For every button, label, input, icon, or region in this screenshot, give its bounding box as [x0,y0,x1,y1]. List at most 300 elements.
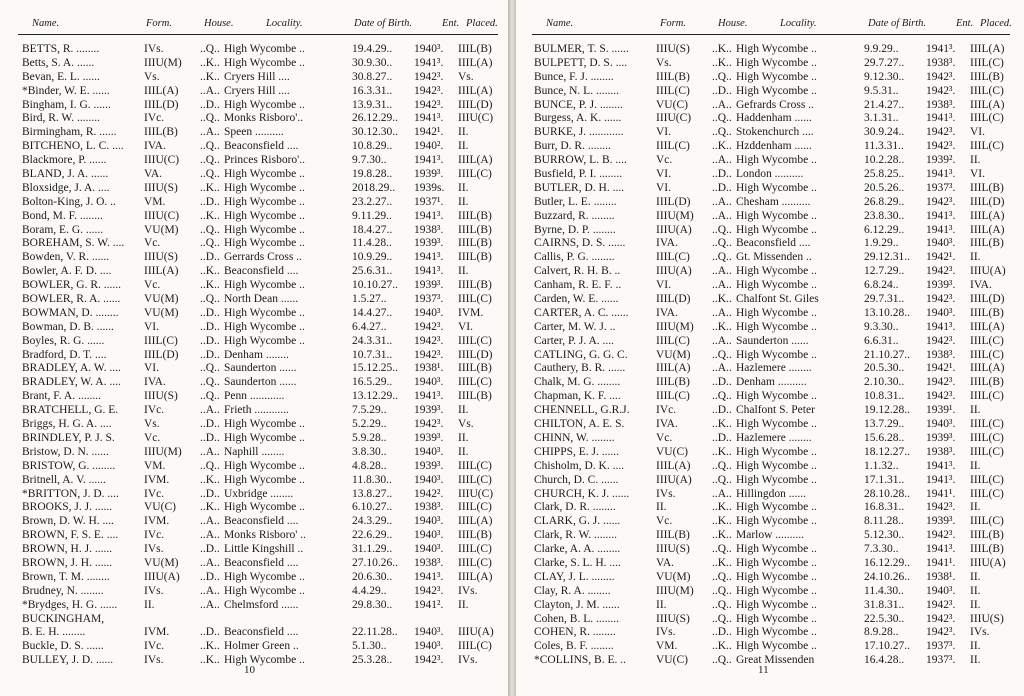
entry-locality: Beaconsfield .... [224,140,299,153]
entry-ent: 1940³. [414,473,444,486]
entry-house: ..A.. [200,584,220,597]
list-item [22,543,502,557]
entry-form: IVc. [144,112,165,125]
entry-house: ..Q.. [712,612,732,625]
entry-house: ..D.. [200,418,220,431]
entry-locality: High Wycombe .. [224,473,305,486]
list-item [534,460,1014,474]
entry-placed: IIIU(A) [970,265,1006,278]
entry-house: ..A.. [712,154,732,167]
entry-name: Bevan, E. L. ...... [22,70,100,83]
entry-ent: 1940³. [414,640,444,653]
entry-ent: 1942³. [926,70,956,83]
entry-house: ..Q.. [200,237,220,250]
entry-ent: 1941³. [926,209,956,222]
entry-house: ..Q.. [712,348,732,361]
entry-house: ..D.. [200,195,220,208]
entry-placed: IIIL(B) [970,237,1004,250]
list-item [534,279,1014,293]
entry-name: BRISTOW, G. ........ [22,459,116,472]
entry-form: IIIU(S) [144,181,178,194]
entry-form: VU(M) [144,223,179,236]
entry-dob: 4.4.29.. [352,584,387,597]
entry-dob: 25.6.31.. [352,265,393,278]
entry-name: BOREHAM, S. W. .... [22,237,125,250]
entry-house: ..K.. [200,70,220,83]
entry-locality: High Wycombe .. [736,612,817,625]
entry-ent: 1942³. [414,70,444,83]
entry-form: VI. [144,320,160,333]
entry-name: BETTS, R. ........ [22,43,100,55]
list-item [22,529,502,543]
entry-house: ..Q.. [200,154,220,167]
list-item [22,112,502,126]
entry-ent: 1942³. [926,598,956,611]
entry-house: ..Q.. [712,570,732,583]
entry-locality: Cryers Hill .... [224,70,290,83]
header-name: Name. [32,18,60,29]
entry-placed: IIIL(C) [970,390,1004,403]
entry-locality: High Wycombe .. [736,501,817,514]
entry-house: ..K.. [712,515,732,528]
entry-form: VI. [144,362,160,375]
entry-placed: IIIL(B) [458,237,492,250]
entry-ent: 1939¹. [926,404,956,417]
list-item [534,321,1014,335]
entry-name: Burgess, A. K. ...... [534,112,622,125]
entry-placed: IIIL(B) [970,181,1004,194]
entry-ent: 1942³. [926,626,956,639]
entry-placed: IIIL(C) [458,459,492,472]
entry-house: ..K.. [712,556,732,569]
entry-house: ..Q.. [712,584,732,597]
list-item [534,571,1014,585]
entry-house: ..K.. [712,445,732,458]
entry-ent: 1940³. [414,445,444,458]
entry-ent: 1942¹. [414,126,444,139]
entry-name: CLARK, G. J. ...... [534,515,621,528]
entry-form: IIIL(A) [144,265,179,278]
entry-placed: IIIL(C) [970,334,1004,347]
entry-form: IVA. [144,376,166,389]
entry-form: VU(C) [656,654,688,667]
list-item [534,307,1014,321]
list-item [534,418,1014,432]
list-item [534,154,1014,168]
entry-form: VU(M) [656,348,691,361]
entry-dob: 19.4.29.. [352,43,393,55]
entry-placed: II. [970,404,981,417]
entry-form: IVs. [144,654,164,667]
entry-form: IVs. [144,543,164,556]
entry-house: ..D.. [200,487,220,500]
entry-ent: 1938³. [926,348,956,361]
entry-dob: 14.4.27.. [352,306,393,319]
list-item [22,307,502,321]
entry-locality: High Wycombe .. [224,654,305,667]
entry-locality: High Wycombe .. [224,501,305,514]
entry-form: IVc. [144,529,165,542]
list-item [22,418,502,432]
column-header [18,14,498,35]
entry-placed: IIIL(C) [970,487,1004,500]
page-number: 11 [758,664,769,676]
header-dob: Date of Birth. [868,18,927,29]
entry-name: CHINN, W. ........ [534,431,615,444]
entry-house: ..Q.. [200,459,220,472]
entry-list [22,43,502,668]
entry-form: VM. [144,459,166,472]
entry-name: Canham, R. E. F. .. [534,279,622,292]
list-item [534,626,1014,640]
entry-locality: Hillingdon ...... [736,487,806,500]
entry-form: IIIU(A) [656,223,692,236]
entry-name: Clark, R. W. ........ [534,529,618,542]
entry-ent: 1941³. [926,543,956,556]
entry-locality: Penn ............ [224,390,285,403]
entry-placed: IIIL(C) [970,445,1004,458]
list-item [534,293,1014,307]
entry-placed: IIIL(B) [458,529,492,542]
entry-placed: II. [970,154,981,167]
list-item [534,613,1014,627]
entry-locality: Denham ........ [224,348,289,361]
entry-ent: 1938¹. [926,570,956,583]
entry-dob: 2018.29.. [352,181,396,194]
entry-house: ..D.. [712,168,732,181]
entry-ent: 1941². [414,598,444,611]
list-item [22,515,502,529]
entry-name: BITCHENO, L. C. .... [22,140,124,153]
entry-locality: High Wycombe .. [736,56,817,69]
entry-dob: 10.2.28.. [864,154,905,167]
entry-placed: IIIL(A) [458,56,493,69]
entry-ent: 1939³. [414,431,444,444]
entry-dob: 8.9.28.. [864,626,899,639]
list-item [22,376,502,390]
entry-dob: 17.10.27.. [864,640,910,653]
entry-ent: 1942³. [414,320,444,333]
entry-dob: 25.3.28.. [352,654,393,667]
entry-ent: 1940³. [926,306,956,319]
entry-house: ..A.. [200,404,220,417]
entry-house: ..Q.. [712,390,732,403]
list-item [534,237,1014,251]
entry-dob: 30.8.27.. [352,70,393,83]
entry-dob: 23.8.30.. [864,209,905,222]
entry-house: ..D.. [712,181,732,194]
entry-placed: IVs. [458,584,478,597]
entry-form: VM. [656,640,678,653]
entry-name: Clarke, A. A. ........ [534,543,621,556]
entry-locality: Hazlemere ........ [736,431,812,444]
entry-name: BULMER, T. S. ...... [534,43,629,55]
entry-ent: 1941³. [414,570,444,583]
entry-form: II. [144,598,155,611]
entry-house: ..A.. [712,98,732,111]
entry-locality: High Wycombe .. [224,195,305,208]
entry-dob: 16.12.29.. [864,556,910,569]
entry-placed: II. [970,251,981,264]
list-item [534,85,1014,99]
list-item [22,140,502,154]
entry-house: ..D.. [200,98,220,111]
entry-placed: IVs. [458,654,478,667]
entry-name: Callis, P. G. ........ [534,251,615,264]
list-item [534,196,1014,210]
entry-house: ..D.. [712,84,732,97]
entry-house: ..K.. [200,181,220,194]
entry-form: VI. [656,126,672,139]
entry-house: ..D.. [200,251,220,264]
entry-name: Birmingham, R. ...... [22,126,117,139]
entry-form: Vc. [656,431,673,444]
header-house: House. [718,18,748,29]
entry-house: ..A.. [712,195,732,208]
entry-form: IIIL(B) [656,70,690,83]
entry-house: ..A.. [200,84,220,97]
entry-ent: 1941³. [926,43,956,55]
entry-locality: High Wycombe .. [736,265,817,278]
entry-locality: High Wycombe .. [736,626,817,639]
entry-ent: 1940³. [414,515,444,528]
list-item [534,43,1014,57]
entry-locality: Marlow .......... [736,529,805,542]
list-item [22,585,502,599]
entry-locality: Monks Risboro'.. [224,112,304,125]
entry-ent: 1940³. [414,626,444,639]
entry-name: BUNCE, P. J. ........ [534,98,623,111]
entry-placed: IIIL(A) [970,98,1005,111]
entry-locality: Beaconsfield .... [224,626,299,639]
entry-form: IVc. [144,640,165,653]
entry-name: Chalk, M. G. ........ [534,376,621,389]
entry-locality: High Wycombe .. [224,459,305,472]
entry-form: Vs. [656,56,672,69]
entry-name: Clay, R. A. ........ [534,584,611,597]
entry-placed: IVM. [458,306,484,319]
entry-ent: 1941¹. [926,556,956,569]
entry-locality: Cryers Hill .... [224,84,290,97]
entry-ent: 1942³. [926,195,956,208]
entry-ent: 1938¹. [414,362,444,375]
list-item [534,599,1014,613]
entry-dob: 21.10.27.. [864,348,910,361]
list-item [22,432,502,446]
entry-locality: Hzddenham ...... [736,140,812,153]
entry-form: IIIU(C) [144,154,180,167]
entry-form: Vc. [144,431,161,444]
entry-dob: 30.9.24.. [864,126,905,139]
header-dob: Date of Birth. [354,18,413,29]
list-item [22,154,502,168]
entry-form: IIIU(S) [144,390,178,403]
list-item [534,488,1014,502]
entry-ent: 1939³. [926,515,956,528]
entry-form: IIIU(M) [144,445,182,458]
entry-dob: 5.12.30.. [864,529,905,542]
entry-form: IIIL(C) [656,84,690,97]
entry-house: ..Q.. [712,654,732,667]
entry-locality: Holmer Green .. [224,640,299,653]
entry-dob: 15.6.28.. [864,431,905,444]
entry-ent: 1938³. [926,98,956,111]
entry-house: ..Q.. [200,293,220,306]
entry-house: ..Q.. [712,70,732,83]
list-item [534,557,1014,571]
entry-form: VM. [144,195,166,208]
header-house: House. [204,18,234,29]
entry-name: BROWN, J. H. ...... [22,556,113,569]
entry-form: IIIU(C) [144,209,180,222]
entry-dob: 10.10.27.. [352,279,398,292]
entry-name: BRADLEY, A. W. .... [22,362,121,375]
entry-locality: Chelmsford ...... [224,598,299,611]
entry-dob: 18.12.27.. [864,445,910,458]
entry-locality: High Wycombe .. [736,279,817,292]
entry-locality: High Wycombe .. [736,640,817,653]
entry-ent: 1941³. [414,209,444,222]
entry-house: ..K.. [712,320,732,333]
entry-house: ..D.. [712,376,732,389]
entry-locality: High Wycombe .. [224,570,305,583]
entry-ent: 1940³. [926,237,956,250]
list-item [534,474,1014,488]
entry-ent: 1942³. [926,501,956,514]
entry-form: Vc. [144,237,161,250]
list-item [22,99,502,113]
list-item [22,168,502,182]
list-item [22,460,502,474]
entry-name: Brown, D. W. H. .... [22,515,115,528]
entry-locality: High Wycombe .. [736,348,817,361]
entry-dob: 20.5.26.. [864,181,905,194]
entry-name: Clarke, S. L. H. .... [534,556,621,569]
entry-locality: Frieth ............ [224,404,289,417]
entry-house: ..A.. [200,556,220,569]
entry-locality: Beaconsfield .... [224,265,299,278]
entry-dob: 9.7.30.. [352,154,387,167]
entry-placed: IIIL(A) [970,43,1005,55]
entry-locality: High Wycombe .. [224,320,305,333]
entry-house: ..Q.. [712,126,732,139]
entry-locality: High Wycombe .. [224,168,305,181]
entry-dob: 15.12.25.. [352,362,398,375]
entry-dob: 10.8.29.. [352,140,393,153]
entry-dob: 29.7.27.. [864,56,905,69]
entry-dob: 13.8.27.. [352,487,393,500]
entry-name: *BRITTON, J. D. .... [22,487,119,500]
entry-placed: II. [458,431,469,444]
entry-ent: 1941¹. [926,487,956,500]
entry-dob: 17.1.31.. [864,473,905,486]
entry-ent: 1942³. [926,84,956,97]
entry-dob: 6.10.27.. [352,501,393,514]
entry-placed: IIIL(C) [970,140,1004,153]
entry-name: *Brydges, H. G. ...... [22,598,118,611]
entry-dob: 18.4.27.. [352,223,393,236]
entry-name: Buckle, D. S. ...... [22,640,104,653]
entry-form: IIIL(A) [656,362,691,375]
entry-form: VU(M) [656,570,691,583]
entry-locality: High Wycombe .. [224,418,305,431]
entry-name: BUCKINGHAM, [22,612,105,625]
entry-form: IVM. [144,626,170,639]
entry-house: ..Q.. [712,598,732,611]
entry-ent: 1939³. [414,279,444,292]
header-placed: Placed. [980,18,1012,29]
entry-placed: IIIU(A) [970,556,1006,569]
entry-form: VI. [656,181,672,194]
entry-house: ..K.. [712,293,732,306]
entry-locality: High Wycombe .. [736,43,817,55]
entry-name: BLAND, J. A. ...... [22,168,109,181]
entry-locality: Saunderton ...... [224,376,297,389]
entry-placed: II. [458,140,469,153]
entry-name: B. E. H. ........ [22,626,86,639]
list-item [534,446,1014,460]
entry-placed: VI. [970,126,986,139]
entry-locality: Hazlemere ........ [736,362,812,375]
entry-form: IIIU(S) [656,543,690,556]
entry-house: ..K.. [200,501,220,514]
entry-placed: IIIL(A) [458,515,493,528]
entry-placed: II. [458,445,469,458]
entry-house: ..A.. [200,515,220,528]
entry-name: Buzzard, R. ........ [534,209,615,222]
entry-placed: II. [458,598,469,611]
entry-house: ..A.. [200,445,220,458]
list-item [22,654,502,668]
entry-locality: High Wycombe .. [736,209,817,222]
list-item [22,557,502,571]
entry-dob: 24.3.29.. [352,515,393,528]
entry-placed: IIIL(C) [458,293,492,306]
entry-house: ..K.. [712,640,732,653]
entry-locality: High Wycombe .. [736,570,817,583]
entry-dob: 11.8.30.. [352,473,392,486]
entry-placed: VI. [970,168,986,181]
entry-locality: High Wycombe .. [224,209,305,222]
header-ent: Ent. [442,18,460,29]
entry-ent: 1940³. [414,543,444,556]
entry-placed: II. [970,598,981,611]
entry-form: IIIL(C) [656,140,690,153]
entry-ent: 1939³. [414,168,444,181]
entry-ent: 1942³. [926,612,956,625]
entry-dob: 1.5.27.. [352,293,387,306]
entry-placed: IIIL(C) [970,515,1004,528]
entry-house: ..K.. [712,56,732,69]
column-header [532,14,1010,35]
entry-form: VI. [656,279,672,292]
entry-ent: 1938³. [414,556,444,569]
entry-dob: 16.4.28.. [864,654,905,667]
entry-locality: Beaconsfield .... [224,556,299,569]
entry-name: Brudney, N. ........ [22,584,104,597]
entry-house: ..Q.. [200,390,220,403]
list-item [534,112,1014,126]
list-item [534,99,1014,113]
list-item [534,543,1014,557]
entry-name: Bowman, D. B. ...... [22,320,114,333]
entry-ent: 1941³. [414,56,444,69]
entry-form: IIIL(D) [144,348,179,361]
list-item [534,335,1014,349]
entry-placed: IIIL(B) [458,209,492,222]
entry-house: ..A.. [200,598,220,611]
entry-form: VU(M) [144,556,179,569]
